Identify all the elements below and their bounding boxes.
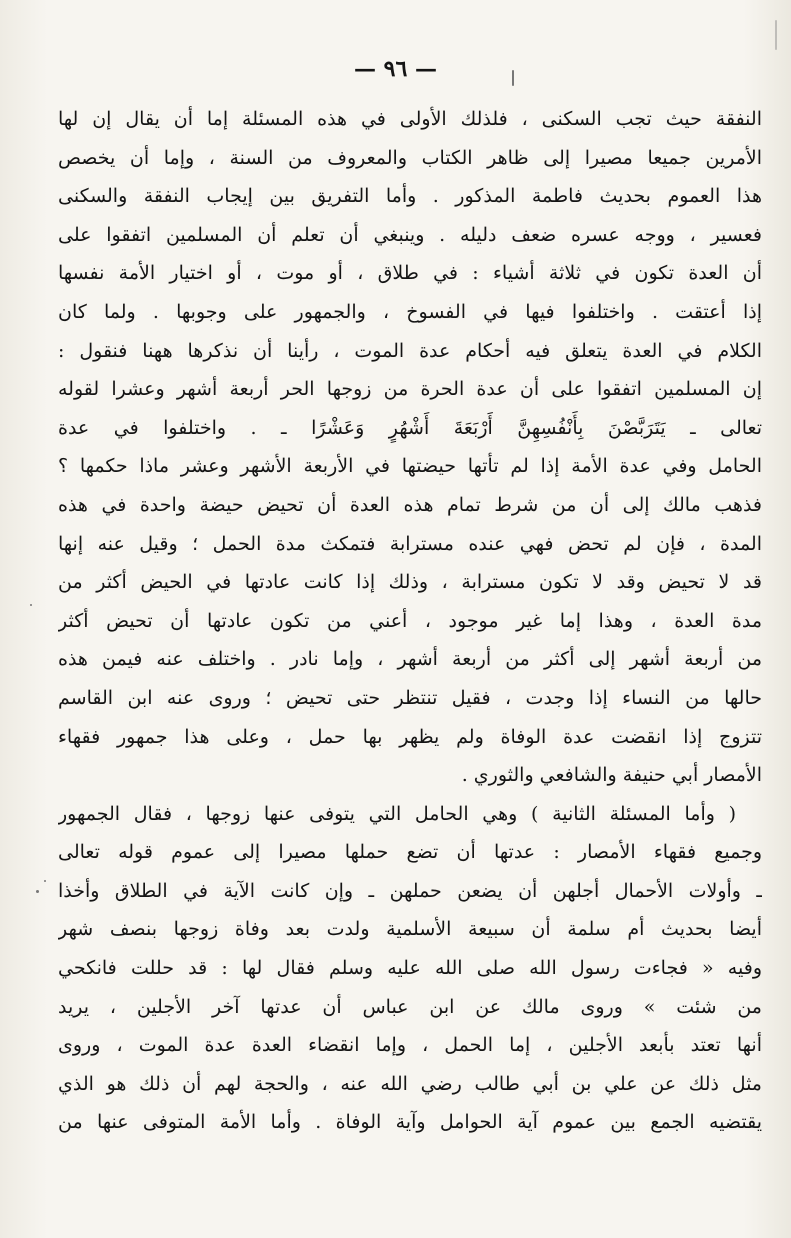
text-line: تتزوج إذا انقضت عدة الوفاة ولم يظهر بها حمل ، وعلى هذا جمهور فقهاء — [58, 725, 762, 748]
text-line: وفيه « فجاءت رسول الله صلى الله عليه وسلم فقال لها : قد حللت فانكحي — [58, 957, 762, 980]
text-line: ـ وأولات الأحمال أجلهن أن يضعن حملهن ـ وإن كانت الآية في الطلاق وأخذا — [58, 879, 762, 902]
text-line: الكلام في العدة يتعلق فيه أحكام عدة الموت ، رأينا أن نذكرها ههنا فنقول : — [58, 339, 762, 362]
text-line: يقتضيه الجمع بين عموم آية الحوامل وآية الوفاة . وأما الأمة المتوفى عنها من — [58, 1111, 762, 1134]
text-line: فعسير ، ووجه عسره ضعف دليله . وينبغي أن تعلم أن المسلمين اتفقوا على — [58, 223, 762, 246]
text-line: حالها من النساء إذا وجدت ، فقيل تنتظر حتى تحيض ؛ وروى عنه ابن القاسم — [58, 686, 762, 709]
scan-speck — [44, 880, 46, 882]
text-line: تعالى ـ يَتَرَبَّصْنَ بِأَنْفُسِهِنَّ أَرْبَعَةَ أَشْهُرٍ وَعَشْرًا ـ . واختلفوا في عدة — [58, 416, 762, 439]
text-line: الحامل وفي عدة الأمة إذا لم تأتها حيضتها في الأربعة الأشهر وعشر ماذا حكمها ؟ — [58, 455, 762, 478]
text-line: مثل ذلك عن علي بن أبي طالب رضي الله عنه ، والحجة لهم أن ذلك هو الذي — [58, 1072, 762, 1095]
scan-speck — [36, 890, 39, 893]
text-line: المدة ، فإن لم تحض فهي عنده مسترابة فتمكث مدة الحمل ؛ وقيل عنه إنها — [58, 532, 762, 555]
page-number: — ٩٦ — — [354, 56, 437, 82]
text-line: إذا أعتقت . واختلفوا فيها في الفسوخ ، والجمهور على وجوبها . ولما كان — [58, 300, 762, 323]
text-line: من شئت » وروى مالك عن ابن عباس أن عدتها آخر الأجلين ، يريد — [58, 995, 762, 1018]
scan-speck — [775, 20, 777, 50]
text-line: إن المسلمين اتفقوا على أن عدة الحرة من زوجها الحر أربعة أشهر وعشرا لقوله — [58, 378, 762, 401]
text-line: مدة العدة ، وهذا إما غير موجود ، أعني من تكون عادتها أن تحيض أكثر — [58, 609, 762, 632]
text-line: قد لا تحيض وقد لا تكون مسترابة ، وذلك إذا كانت عادتها في الحيض أكثر من — [58, 571, 762, 594]
text-line: وجميع فقهاء الأمصار : عدتها أن تضع حملها مصيرا إلى عموم قوله تعالى — [58, 841, 762, 864]
text-line: هذا العموم بحديث فاطمة المذكور . وأما التفريق بين إيجاب النفقة والسكنى — [58, 185, 762, 208]
text-line: النفقة حيث تجب السكنى ، فلذلك الأولى في هذه المسئلة إما أن يقال إن لها — [58, 108, 762, 130]
text-line: أيضا بحديث أم سلمة أن سبيعة الأسلمية ولدت بعد وفاة زوجها بنصف شهر — [58, 918, 762, 941]
body-text — [58, 100, 762, 1142]
text-line: الأمصار أبي حنيفة والشافعي والثوري . — [461, 764, 762, 787]
text-line: فذهب مالك إلى أن من شرط تمام هذه العدة أن تحيض حيضة واحدة في هذه — [58, 493, 762, 516]
paragraph-1 — [58, 100, 762, 795]
text-line: أن العدة تكون في ثلاثة أشياء : في طلاق ، أو موت ، أو اختيار الأمة نفسها — [58, 262, 762, 285]
scan-speck — [512, 70, 514, 86]
text-line: الأمرين جميعا مصيرا إلى ظاهر الكتاب والمعروف من السنة ، وإما أن يخصص — [58, 146, 762, 169]
scan-speck — [30, 604, 32, 606]
text-line: أنها تعتد بأبعد الأجلين ، إما الحمل ، وإما انقضاء العدة عدة الموت ، وروى — [58, 1034, 762, 1057]
text-line: ( وأما المسئلة الثانية ) وهي الحامل التي يتوفى عنها زوجها ، فقال الجمهور — [58, 802, 736, 825]
paragraph-2 — [58, 795, 762, 1142]
text-line: من أربعة أشهر إلى أكثر من أربعة أشهر ، وإما نادر . واختلف عنه فيمن هذه — [58, 648, 762, 671]
